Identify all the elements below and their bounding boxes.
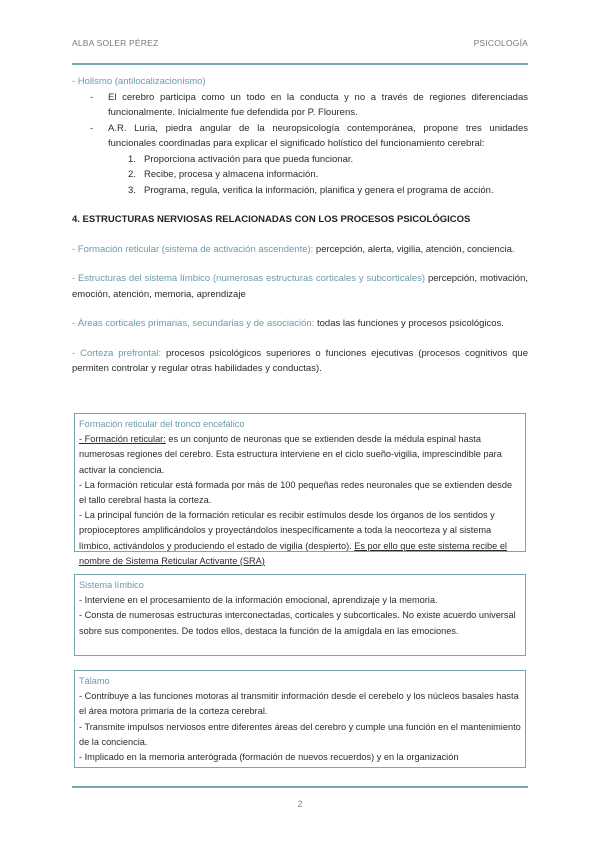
paragraph-areas: - Áreas corticales primarias, secundarias y de asociación: todas las funciones y procesos psicológicos.: [72, 318, 504, 329]
info-box-limbico: [74, 574, 526, 656]
header-author: ALBA SOLER PÉREZ: [72, 38, 159, 48]
paragraph-prefrontal: - Corteza prefrontal: procesos psicológicos superiores o funciones ejecutivas (procesos cognitivos que permiten controlar y regular otras habilidades y conductas).: [72, 347, 528, 374]
list-item: 1. Proporciona activación para que pueda funcionar.: [128, 153, 354, 165]
box-line: - Consta de numerosas estructuras interconectadas, corticales y subcorticales. No existe acuerdo universal sobre sus componentes. De todos ellos, destaca la función de la amígdala en las emociones.: [79, 610, 516, 636]
page-number: 2: [297, 799, 303, 809]
box-title: Sistema límbico: [79, 580, 144, 590]
main-content: [72, 74, 528, 377]
luria-units-list: [72, 152, 528, 199]
box-title: Formación reticular del tronco encefálico: [79, 419, 245, 429]
holismo-title: - Holismo (antilocalizacionismo): [72, 76, 206, 87]
box-line: - Transmite impulsos nerviosos entre diferentes áreas del cerebro y cumple una función en el mantenimiento de la conciencia.: [79, 721, 521, 747]
section-heading: 4. ESTRUCTURAS NERVIOSAS RELACIONADAS CON LOS PROCESOS PSICOLÓGICOS: [72, 214, 471, 225]
info-box-reticular: [74, 413, 526, 566]
list-item: - A.R. Luria, piedra angular de la neuropsicología contemporánea, propone tres unidades funcionales coordinadas para explicar el significado holístico del funcionamiento cerebral:: [90, 122, 528, 149]
header-subject: PSICOLOGÍA: [473, 38, 528, 48]
box-line: - Contribuye a las funciones motoras al transmitir información desde el cerebelo y los núcleos basales hasta el área motora primaria de la corteza cerebral.: [79, 691, 519, 717]
box-line: - Interviene en el procesamiento de la información emocional, aprendizaje y la memoria.: [79, 595, 438, 606]
list-item: 3. Programa, regula, verifica la información, planifica y genera el programa de acción.: [128, 184, 494, 196]
footer-rule: [72, 786, 528, 788]
holismo-bullets: [72, 90, 528, 152]
paragraph-reticular: - Formación reticular (sistema de activación ascendente): percepción, alerta, vigilia, atención, conciencia.: [72, 243, 515, 255]
box-line: - La principal función de la formación reticular es recibir estímulos desde los órganos de los sentidos y propioceptores amplificándolos y proyectándolos inespecíficamente a toda la neocorteza y al sistema límbico, activándolos y produciendo el estado de vigilia (despierto). Es por ello que este sistema recibe el nombre de Sistema Reticular Activante (SRA): [79, 510, 507, 566]
box-line: - Implicado en la memoria anterógrada (formación de nuevos recuerdos) y en la organización: [79, 752, 459, 763]
header-rule: [72, 63, 528, 65]
list-item: - El cerebro participa como un todo en la conducta y no a través de regiones diferenciadas funcionalmente. Inicialmente fue defendida por P. Flourens.: [90, 91, 528, 118]
paragraph-limbico: - Estructuras del sistema límbico (numerosas estructuras corticales y subcorticales) percepción, motivación, emoción, atención, memoria, aprendizaje: [72, 273, 528, 300]
info-box-talamo: [74, 670, 526, 768]
box-line: - La formación reticular está formada por más de 100 pequeñas redes neuronales que se extienden desde el tallo cerebral hasta la corteza.: [79, 479, 513, 506]
list-item: 2. Recibe, procesa y almacena información.: [128, 169, 319, 180]
box-line: - Formación reticular: es un conjunto de neuronas que se extienden desde la médula espinal hasta numerosas regiones del cerebro. Esta estructura interviene en el ciclo sueño-vigilia, imprescindible para activar la conciencia.: [79, 434, 502, 475]
box-title: Tálamo: [79, 676, 110, 686]
